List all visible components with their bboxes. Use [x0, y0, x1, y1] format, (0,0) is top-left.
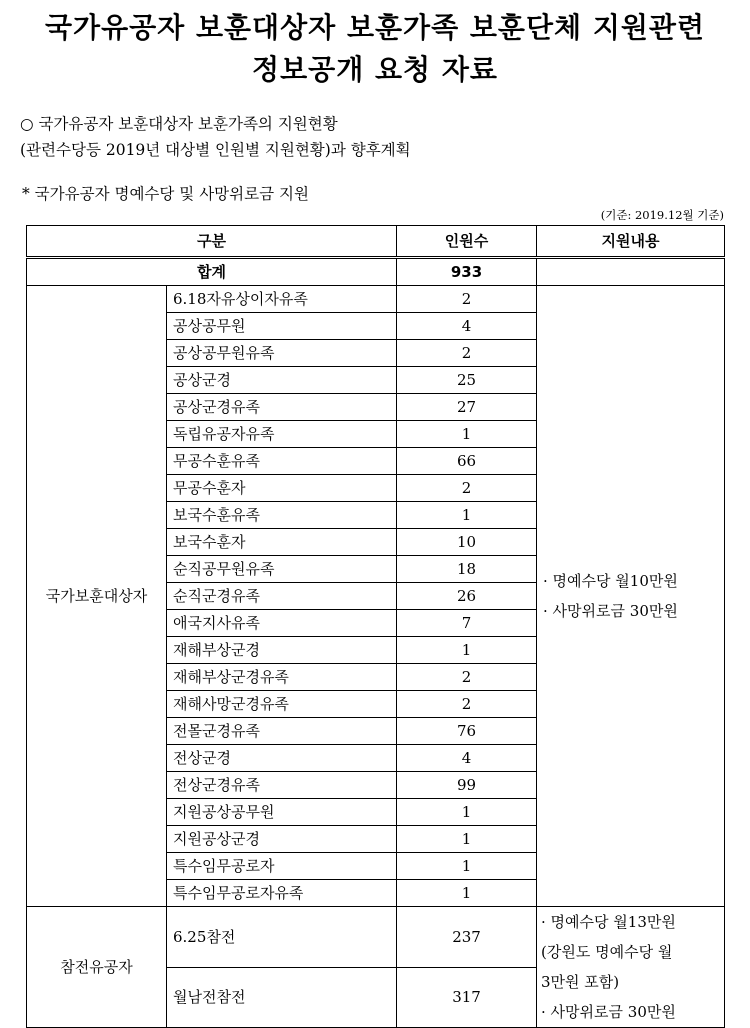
target-name: 특수임무공로자: [167, 853, 397, 880]
support-table: [26, 225, 725, 1028]
target-count: 27: [397, 394, 537, 421]
target-name: 공상공무원: [167, 313, 397, 340]
total-support: [537, 258, 725, 286]
target-name: 보국수훈자: [167, 529, 397, 556]
support-content: [537, 286, 725, 907]
target-count: 2: [397, 664, 537, 691]
target-count: 4: [397, 313, 537, 340]
document-title-line2: 정보공개 요청 자료: [252, 53, 498, 86]
target-count: 7: [397, 610, 537, 637]
target-count: 237: [397, 907, 537, 968]
target-name: 재해부상군경: [167, 637, 397, 664]
target-name: 월남전참전: [167, 967, 397, 1028]
total-row: [27, 258, 725, 286]
target-count: 1: [397, 421, 537, 448]
target-count: 2: [397, 475, 537, 502]
table-header-row: [27, 226, 725, 258]
target-name: 지원공상공무원: [167, 799, 397, 826]
target-name: 재해사망군경유족: [167, 691, 397, 718]
target-count: 317: [397, 967, 537, 1028]
section-subheading: (관련수당등 2019년 대상별 인원별 지원현황)과 향후계획: [20, 141, 411, 159]
total-label: 합계: [27, 258, 397, 286]
target-count: 26: [397, 583, 537, 610]
document-title-line1: 국가유공자 보훈대상자 보훈가족 보훈단체 지원관련: [44, 11, 706, 44]
target-name: 전상군경유족: [167, 772, 397, 799]
target-name: 재해부상군경유족: [167, 664, 397, 691]
header-count: 인원수: [397, 226, 537, 258]
target-count: 2: [397, 691, 537, 718]
support-line: · 사망위로금 30만원: [541, 1003, 676, 1021]
support-line: · 명예수당 월13만원: [541, 913, 676, 931]
target-count: 76: [397, 718, 537, 745]
support-line: · 명예수당 월10만원: [543, 572, 678, 590]
target-name: 무공수훈유족: [167, 448, 397, 475]
target-name: 공상공무원유족: [167, 340, 397, 367]
target-count: 99: [397, 772, 537, 799]
subsection-heading: * 국가유공자 명예수당 및 사망위로금 지원: [22, 185, 309, 203]
support-line: 3만원 포함): [541, 973, 620, 991]
target-name: 특수임무공로자유족: [167, 880, 397, 907]
target-count: 1: [397, 637, 537, 664]
category-label: 참전유공자: [27, 907, 167, 1028]
target-name: 전몰군경유족: [167, 718, 397, 745]
target-name: 순직공무원유족: [167, 556, 397, 583]
target-count: 1: [397, 799, 537, 826]
target-count: 1: [397, 853, 537, 880]
target-name: 공상군경: [167, 367, 397, 394]
target-count: 1: [397, 826, 537, 853]
support-content: [537, 907, 725, 1028]
support-line: (강원도 명예수당 월: [541, 943, 673, 961]
table-row: [27, 907, 725, 968]
target-name: 6.25참전: [167, 907, 397, 968]
header-support: 지원내용: [537, 226, 725, 258]
table-row: [27, 286, 725, 313]
target-count: 2: [397, 286, 537, 313]
total-value: 933: [397, 258, 537, 286]
target-count: 18: [397, 556, 537, 583]
target-count: 1: [397, 880, 537, 907]
target-count: 1: [397, 502, 537, 529]
target-name: 지원공상군경: [167, 826, 397, 853]
target-count: 4: [397, 745, 537, 772]
basis-date: (기준: 2019.12월 기준): [600, 208, 724, 222]
target-name: 6.18자유상이자유족: [167, 286, 397, 313]
target-name: 순직군경유족: [167, 583, 397, 610]
target-count: 66: [397, 448, 537, 475]
target-name: 보국수훈유족: [167, 502, 397, 529]
section-heading: ○ 국가유공자 보훈대상자 보훈가족의 지원현황: [20, 115, 338, 133]
target-count: 2: [397, 340, 537, 367]
target-count: 10: [397, 529, 537, 556]
category-label: 국가보훈대상자: [27, 286, 167, 907]
support-line: · 사망위로금 30만원: [543, 602, 678, 620]
target-count: 25: [397, 367, 537, 394]
target-name: 공상군경유족: [167, 394, 397, 421]
target-name: 무공수훈자: [167, 475, 397, 502]
target-name: 독립유공자유족: [167, 421, 397, 448]
target-name: 애국지사유족: [167, 610, 397, 637]
header-category: 구분: [27, 226, 397, 258]
target-name: 전상군경: [167, 745, 397, 772]
